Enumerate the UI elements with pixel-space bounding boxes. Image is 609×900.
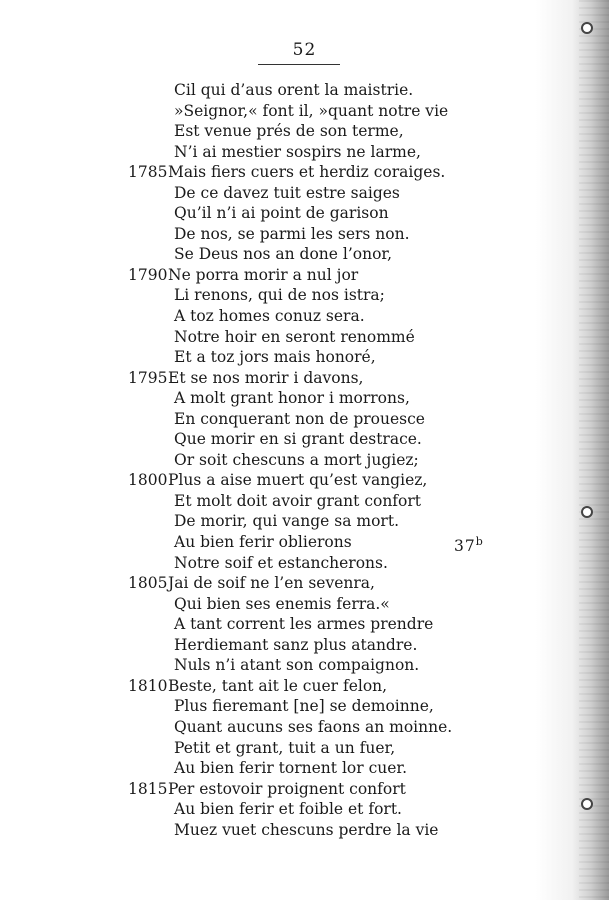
verse-text: Li renons, qui de nos istra; [174, 286, 385, 305]
folio-number: 37 [454, 537, 476, 556]
verse-text: Per estovoir proignent confort [168, 779, 406, 798]
verse-line [0, 820, 609, 841]
verse-line [0, 635, 609, 656]
verse-line [0, 142, 609, 163]
verse-line [0, 203, 609, 224]
verse-text: Jai de soif ne l’en sevenra, [168, 574, 375, 593]
verse-text: A tant corrent les armes prendre [174, 615, 434, 634]
verse-text: A molt grant honor i morrons, [174, 389, 410, 408]
verse-line [0, 573, 609, 594]
verse-line [0, 409, 609, 430]
verse-text: Quant aucuns ses faons an moinne. [174, 717, 453, 736]
verse-line [0, 80, 609, 101]
verse-line [0, 265, 609, 286]
verse-line [0, 306, 609, 327]
verse-line [0, 285, 609, 306]
verse-line [0, 368, 609, 389]
line-number: 1810 [128, 676, 168, 695]
verse-line [0, 553, 609, 574]
verse-text: En conquerant non de prouesce [174, 409, 425, 428]
verse-line [0, 594, 609, 615]
verse-text: De ce davez tuit estre saiges [174, 183, 400, 202]
verse-text: Plus a aise muert qu’est vangiez, [168, 471, 428, 490]
verse-line [0, 388, 609, 409]
verse-text: Au bien ferir oblierons [174, 533, 352, 552]
verse-line [0, 758, 609, 779]
verse-line [0, 183, 609, 204]
verse-line [0, 799, 609, 820]
verse-text: Qui bien ses enemis ferra.« [174, 594, 390, 613]
verse-line [0, 162, 609, 183]
verse-text: Qu’il n’i ai point de garison [174, 204, 389, 223]
folio-side: b [475, 535, 484, 549]
verse-text: Plus fieremant [ne] se demoinne, [174, 697, 434, 716]
verse-text: Est venue prés de son terme, [174, 122, 404, 141]
page-number-rule [258, 64, 340, 65]
verse-text: Nuls n’i atant son compaignon. [174, 656, 420, 675]
verse-line [0, 717, 609, 738]
verse-line [0, 738, 609, 759]
verse-text: Mais fiers cuers et herdiz coraiges. [168, 163, 446, 182]
verse-line [0, 779, 609, 800]
verse-line [0, 614, 609, 635]
page-number: 52 [292, 40, 317, 60]
verse-text: Muez vuet chescuns perdre la vie [174, 820, 439, 839]
verse-text: De nos, se parmi les sers non. [174, 224, 410, 243]
verse-text: Au bien ferir tornent lor cuer. [174, 759, 408, 778]
verse-text: N’i ai mestier sospirs ne larme, [174, 142, 421, 161]
verse-text: Et molt doit avoir grant confort [174, 491, 422, 510]
verse-line [0, 244, 609, 265]
line-number: 1800 [128, 471, 168, 490]
verse-text: Or soit chescuns a mort jugiez; [174, 450, 419, 469]
edge-mark [581, 22, 593, 34]
verse-text: Notre hoir en seront renommé [174, 327, 415, 346]
line-number: 1790 [128, 265, 168, 284]
verse-text: Au bien ferir et foible et fort. [174, 800, 402, 819]
verse-line [0, 655, 609, 676]
verse-line [0, 327, 609, 348]
verse-text: De morir, qui vange sa mort. [174, 512, 399, 531]
verse-line [0, 347, 609, 368]
verse-line [0, 121, 609, 142]
verse-line [0, 696, 609, 717]
line-number: 1815 [128, 779, 168, 798]
verse-text: Beste, tant ait le cuer felon, [168, 676, 388, 695]
verse-line [0, 429, 609, 450]
verse-text: Et a toz jors mais honoré, [174, 348, 376, 367]
line-number: 1805 [128, 574, 168, 593]
line-number: 1795 [128, 368, 168, 387]
verse-text: Et se nos morir i davons, [168, 368, 364, 387]
verse-line [0, 450, 609, 471]
verse-text: »Seignor,« font il, »quant notre vie [174, 101, 449, 120]
verse-block [0, 80, 609, 840]
verse-line [0, 470, 609, 491]
verse-line [0, 532, 609, 556]
verse-text: Que morir en si grant destrace. [174, 430, 422, 449]
verse-line [0, 511, 609, 532]
verse-line [0, 101, 609, 122]
verse-text: Cil qui d’aus orent la maistrie. [174, 81, 414, 99]
verse-line [0, 224, 609, 245]
verse-text: Ne porra morir a nul jor [168, 265, 359, 284]
verse-text: Notre soif et estancherons. [174, 553, 388, 572]
line-number: 1785 [128, 163, 168, 182]
verse-text: Herdiemant sanz plus atandre. [174, 635, 418, 654]
verse-line [0, 491, 609, 512]
verse-line [0, 676, 609, 697]
verse-text: A toz homes conuz sera. [174, 307, 365, 326]
verse-text: Se Deus nos an done l’onor, [174, 245, 393, 264]
verse-text: Petit et grant, tuit a un fuer, [174, 738, 396, 757]
